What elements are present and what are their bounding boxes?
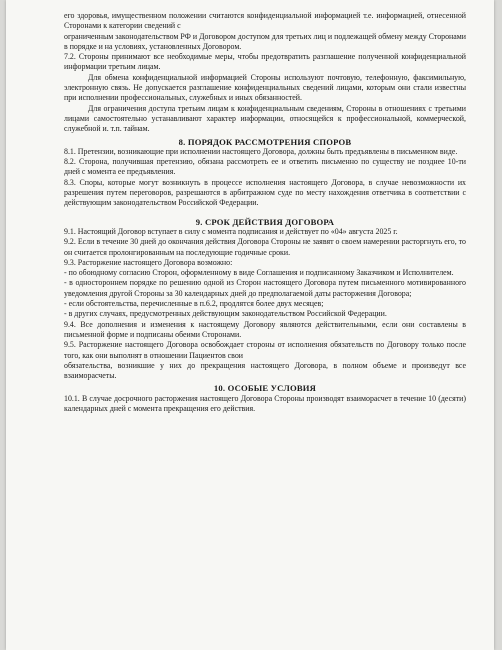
paragraph-9-2: 9.2. Если в течение 30 дней до окончания действия Договора Стороны не заявят о своем намерении расторгнуть его, то он считается пролонгированным на последующие годичные сроки. — [64, 237, 466, 257]
paragraph-access-limit: Для ограничения доступа третьим лицам к конфиденциальным сведениям, Стороны в отношениях с третьими лицами самостоятельно устанавливают характер информации, относящейся к профессиональной, коммерческой, служебной и. т.п. тайнам. — [64, 103, 466, 134]
section-9-title: 9. СРОК ДЕЙСТВИЯ ДОГОВОРА — [195, 216, 335, 227]
paragraph-10-1: 10.1. В случае досрочного расторжения настоящего Договора Стороны производят взаиморасчет в течение 10 (десяти) календарных дней с момента прекращения его действия. — [64, 393, 466, 413]
document-page — [6, 0, 494, 650]
paragraph-9-3: 9.3. Расторжение настоящего Договора возможно: — [64, 257, 233, 267]
bullet-9-3-1: - по обоюдному согласию Сторон, оформленному в виде Соглашения и подписанному Заказчиком и Исполнителем. — [64, 268, 454, 278]
bullet-9-3-4: - в других случаях, предусмотренных действующим законодательством Российской Федерации. — [64, 309, 387, 319]
paragraph-9-4: 9.4. Все дополнения и изменения к настоящему Договору являются действительными, если они составлены в письменной форме и подписаны обеими Сторонами. — [64, 319, 466, 339]
section-8-title: 8. ПОРЯДОК РАССМОТРЕНИЯ СПОРОВ — [178, 136, 352, 147]
paragraph-9-5-continued: обязательства, возникшие у них до прекращения настоящего Договора, в полном объеме и произведут все взаиморасчеты. — [64, 360, 466, 381]
paragraph-7-1-tail: его здоровья, имущественном положении считаются конфиденциальной информацией т.е. информацией, отнесенной Сторонами к категории сведений с — [64, 11, 466, 31]
paragraph-exchange: Для обмена конфиденциальной информацией Стороны используют почтовую, телефонную, факсимильную, электронную связь. Не допускается разглашение конфиденциальных сведений лицами, которым они стали известны при исполнении профессиональных, служебных и иных обязанностей. — [64, 72, 466, 103]
section-10-title: 10. ОСОБЫЕ УСЛОВИЯ — [213, 383, 317, 394]
paragraph-8-1: 8.1. Претензии, возникающие при исполнении настоящего Договора, должны быть предъявлены в письменном виде. — [64, 146, 458, 156]
paragraph-7-1-tail-continued: ограниченным законодательством РФ и Договором доступом для третьих лиц и подлежащей обмену между Сторонами в порядке и на условиях, установленных Договором. — [64, 31, 466, 51]
paragraph-8-3: 8.3. Споры, которые могут возникнуть в процессе исполнения настоящего Договора, в случае невозможности их разрешения путем переговоров, разрешаются в арбитражном суде по месту нахождения ответчика в соответствии с действующим законодательством Российской Федерации. — [64, 177, 466, 208]
paragraph-9-5: 9.5. Расторжение настоящего Договора освобождает стороны от исполнения обязательств по Договору только после того, как они выполнят в отношении Пациентов свои — [64, 340, 466, 360]
document-body — [64, 11, 466, 414]
paragraph-7-2: 7.2. Стороны принимают все необходимые меры, чтобы предотвратить разглашение полученной конфиденциальной информации третьим лицам. — [64, 52, 466, 72]
bullet-9-3-2: - в одностороннем порядке по решению одной из Сторон настоящего Договора путем письменного мотивированного уведомления другой Стороны за 30 календарных дней до предполагаемой даты расторжения Договора; — [64, 278, 466, 298]
bullet-9-3-3: - если обстоятельства, перечисленные в п.6.2, продлятся более двух месяцев; — [64, 299, 324, 309]
paragraph-9-1: 9.1. Настоящий Договор вступает в силу с момента подписания и действует по «04» августа 2025 г. — [64, 226, 398, 236]
paragraph-8-2: 8.2. Сторона, получившая претензию, обязана рассмотреть ее и ответить письменно по существу не позднее 10-ти дней с момента ее предъявления. — [64, 157, 466, 177]
